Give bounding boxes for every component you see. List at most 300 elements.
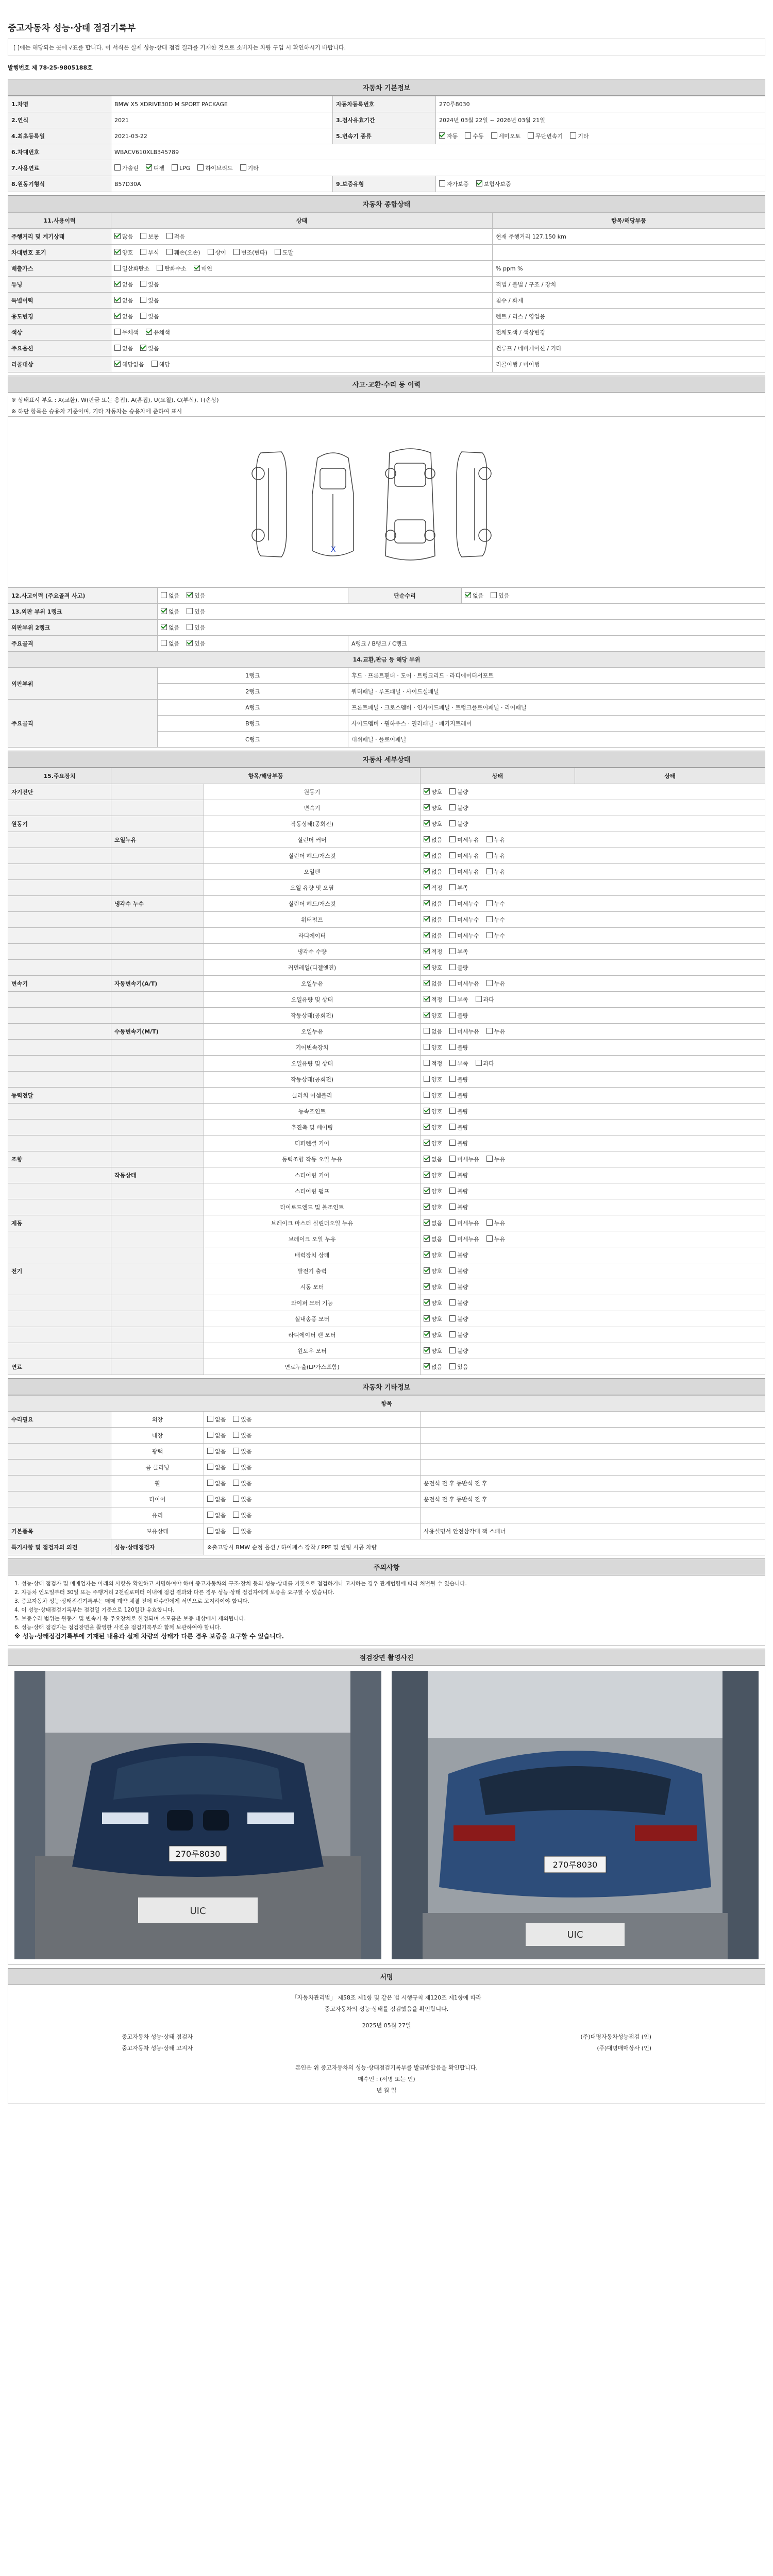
checkbox-icon (449, 1076, 456, 1082)
detail-subgroup (111, 1072, 204, 1088)
detail-table (8, 768, 765, 1375)
detail-option[interactable] (449, 1251, 468, 1259)
detail-option[interactable] (424, 1011, 442, 1020)
detail-option[interactable] (449, 820, 468, 828)
detail-option[interactable] (449, 884, 468, 892)
detail-option[interactable] (449, 979, 479, 988)
etc-option[interactable] (207, 1495, 226, 1503)
fuel-options-option[interactable] (197, 164, 232, 172)
detail-option-label: 미세누유 (457, 837, 479, 843)
checkbox-icon (439, 132, 445, 139)
frame-part-items: 사이드멤버 · 휠하우스 · 필러패널 · 패키지트레이 (348, 716, 765, 732)
accident-history-options-option[interactable] (187, 591, 205, 600)
overall-head-note: 항목/해당부품 (493, 213, 765, 229)
detail-option[interactable] (424, 1043, 442, 1052)
detail-option[interactable] (476, 995, 494, 1004)
detail-row (8, 1167, 765, 1183)
detail-row (8, 1279, 765, 1295)
checkbox-icon (233, 1480, 239, 1486)
detail-option[interactable] (449, 1107, 468, 1115)
detail-option[interactable] (424, 1187, 442, 1195)
detail-option[interactable] (449, 1219, 479, 1227)
detail-option[interactable] (424, 1235, 442, 1243)
etc-option[interactable] (233, 1511, 251, 1519)
label-engine-type: 8.원동기형식 (8, 176, 111, 192)
outer-rank2-options-option-label: 없음 (169, 624, 180, 631)
frame-part-rank: A랭크 (158, 700, 348, 716)
detail-option-label: 양호 (431, 1140, 443, 1147)
overall-option[interactable] (140, 344, 159, 352)
detail-option[interactable] (449, 1267, 468, 1275)
checkbox-icon (166, 233, 173, 239)
main-frame-options-option-label: 있음 (194, 640, 206, 647)
detail-option[interactable] (424, 1267, 442, 1275)
detail-option-label: 불량 (457, 1092, 468, 1099)
detail-subgroup (111, 1295, 204, 1311)
overall-option-label: 있음 (148, 313, 159, 320)
detail-option-label: 양호 (431, 964, 443, 971)
checkbox-icon (157, 265, 163, 271)
detail-option-label: 양호 (431, 1188, 443, 1195)
overall-option[interactable] (146, 328, 170, 336)
detail-subgroup (111, 1136, 204, 1151)
etc-option[interactable] (233, 1447, 251, 1455)
etc-group: 수리필요 (8, 1412, 111, 1428)
overall-option[interactable] (194, 264, 212, 273)
detail-option[interactable] (424, 1315, 442, 1323)
overall-option[interactable] (157, 264, 187, 273)
overall-option[interactable] (114, 312, 133, 320)
transmission-options-option[interactable] (570, 132, 589, 140)
sign-receive-line: 매수인 : (서명 또는 인) (358, 2076, 415, 2082)
checkbox-icon (476, 1060, 482, 1066)
checkbox-icon (486, 932, 493, 938)
outer-rank2-options-option-label: 있음 (194, 624, 206, 631)
detail-option-label: 불량 (457, 789, 468, 795)
detail-row (8, 1040, 765, 1056)
checkbox-icon (449, 1299, 456, 1306)
warranty-options-option[interactable] (476, 180, 511, 188)
frame-part-rank: 1랭크 (158, 668, 348, 684)
checkbox-icon (187, 592, 193, 598)
checkbox-icon (240, 164, 246, 171)
checkbox-icon (140, 233, 146, 239)
overall-option[interactable] (140, 232, 159, 241)
overall-row-options (111, 309, 493, 325)
checkbox-icon (424, 1124, 430, 1130)
label-simple-repair: 단순수리 (348, 588, 462, 604)
detail-option[interactable] (424, 1283, 442, 1291)
detail-option[interactable] (424, 947, 442, 956)
accident-history-options-option[interactable] (161, 591, 179, 600)
etc-option[interactable] (233, 1495, 251, 1503)
transmission-options-option[interactable] (439, 132, 458, 140)
detail-option[interactable] (449, 1315, 468, 1323)
checkbox-icon (424, 1140, 430, 1146)
transmission-options-option-label: 무단변속기 (535, 133, 563, 140)
etc-option[interactable] (207, 1527, 226, 1535)
etc-option[interactable] (233, 1463, 251, 1471)
checkbox-icon (233, 1464, 239, 1470)
detail-option[interactable] (449, 1331, 468, 1339)
overall-option[interactable] (140, 312, 159, 320)
sign-buyer-line: 본인은 위 중고자동차의 성능·상태점검기록부를 발급받았음을 확인합니다. (295, 2064, 478, 2071)
main-frame-options-option[interactable] (187, 639, 205, 648)
detail-options (421, 1359, 765, 1375)
detail-row (8, 912, 765, 928)
detail-option-label: 미세누유 (457, 869, 479, 875)
detail-option[interactable] (449, 963, 468, 972)
detail-option[interactable] (449, 1139, 468, 1147)
overall-option[interactable] (233, 248, 267, 257)
outer-rank1-options-option-label: 없음 (169, 608, 180, 615)
detail-option[interactable] (424, 963, 442, 972)
detail-option[interactable] (424, 820, 442, 828)
etc-option[interactable] (233, 1431, 251, 1439)
detail-option[interactable] (449, 1011, 468, 1020)
detail-option[interactable] (486, 916, 505, 924)
checkbox-icon (114, 313, 121, 319)
detail-option-label: 없음 (431, 1220, 443, 1227)
detail-option[interactable] (424, 788, 442, 796)
detail-item: 시동 모터 (204, 1279, 421, 1295)
etc-item: 타이어 (111, 1492, 204, 1507)
etc-option-label: 있음 (241, 1416, 252, 1423)
etc-option[interactable] (207, 1415, 226, 1423)
overall-option[interactable] (208, 248, 226, 257)
detail-options (421, 976, 765, 992)
detail-option[interactable] (476, 1059, 494, 1067)
overall-row-options (111, 325, 493, 341)
detail-option[interactable] (424, 836, 442, 844)
detail-option[interactable] (424, 1123, 442, 1131)
label-warranty: 9.보증유형 (333, 176, 436, 192)
detail-option-label: 없음 (431, 901, 443, 907)
notes-box (8, 1575, 765, 1646)
transmission-options-option[interactable] (465, 132, 483, 140)
detail-option[interactable] (486, 1219, 505, 1227)
detail-option[interactable] (424, 916, 442, 924)
overall-row-label: 튜닝 (8, 277, 111, 293)
etc-group: 기본품목 (8, 1523, 111, 1539)
etc-option[interactable] (233, 1527, 251, 1535)
detail-group (8, 1136, 111, 1151)
fuel-options-option[interactable] (172, 164, 190, 172)
transmission-options-option[interactable] (491, 132, 521, 140)
outer-rank1-options-option[interactable] (161, 607, 179, 616)
detail-options (421, 960, 765, 976)
fuel-options-option[interactable] (114, 164, 139, 172)
detail-subgroup (111, 1231, 204, 1247)
value-opinion: ※출고당시 BMW 순정 옵션 / 하이패스 장착 / PPF 및 썬팅 시공 차량 (204, 1539, 765, 1555)
detail-option[interactable] (449, 995, 468, 1004)
detail-option[interactable] (486, 1235, 505, 1243)
overall-row (8, 261, 765, 277)
detail-option[interactable] (424, 1171, 442, 1179)
detail-option-label: 부족 (457, 948, 468, 955)
damage-mark-x: X (331, 546, 336, 554)
detail-option[interactable] (449, 1075, 468, 1083)
etc-extra: 운전석 전 후 동반석 전 후 (421, 1476, 765, 1492)
overall-option[interactable] (114, 232, 133, 241)
detail-option[interactable] (424, 804, 442, 812)
outer-rank1-options-option[interactable] (187, 607, 205, 616)
overall-row-label: 주행거리 및 계기상태 (8, 229, 111, 245)
detail-option[interactable] (449, 1155, 479, 1163)
checkbox-icon (424, 1219, 430, 1226)
overall-row-options (111, 277, 493, 293)
overall-option[interactable] (114, 280, 133, 289)
overall-option[interactable] (140, 280, 159, 289)
label-vin: 6.차대번호 (8, 144, 111, 160)
detail-option[interactable] (449, 1235, 479, 1243)
warranty-options-option[interactable] (439, 180, 469, 188)
etc-option[interactable] (233, 1479, 251, 1487)
checkbox-icon (424, 1076, 430, 1082)
main-frame-options-option[interactable] (161, 639, 179, 648)
photo-rear[interactable] (392, 1671, 759, 1959)
detail-option[interactable] (424, 1203, 442, 1211)
simple-repair-options (462, 588, 765, 604)
detail-option-label: 과다 (483, 1060, 494, 1067)
etc-option[interactable] (207, 1431, 226, 1439)
detail-option[interactable] (449, 900, 479, 908)
overall-option[interactable] (140, 296, 159, 304)
outer-rank2-options (158, 620, 765, 636)
transmission-options-option[interactable] (528, 132, 563, 140)
overall-option[interactable] (114, 344, 133, 352)
detail-option[interactable] (449, 1283, 468, 1291)
detail-option[interactable] (424, 1107, 442, 1115)
detail-option[interactable] (449, 916, 479, 924)
overall-option[interactable] (166, 232, 185, 241)
detail-option[interactable] (449, 1363, 468, 1371)
simple-repair-options-option[interactable] (491, 591, 509, 600)
detail-option[interactable] (449, 868, 479, 876)
detail-option[interactable] (449, 1299, 468, 1307)
checkbox-icon (197, 164, 204, 171)
etc-option[interactable] (207, 1511, 226, 1519)
detail-option-label: 양호 (431, 805, 443, 811)
overall-option[interactable] (140, 248, 159, 257)
etc-extra: 사용설명서 안전삼각대 잭 스패너 (421, 1523, 765, 1539)
detail-option[interactable] (449, 947, 468, 956)
checkbox-icon (449, 1028, 456, 1034)
detail-option-label: 양호 (431, 1316, 443, 1323)
detail-option[interactable] (424, 868, 442, 876)
detail-row (8, 1215, 765, 1231)
checkbox-icon (140, 313, 146, 319)
simple-repair-options-option[interactable] (465, 591, 483, 600)
detail-rows (8, 784, 765, 1375)
etc-options (204, 1507, 421, 1523)
etc-group (8, 1428, 111, 1444)
overall-row-note: 전체도색 / 색상변경 (493, 325, 765, 341)
checkbox-icon (140, 281, 146, 287)
detail-option[interactable] (424, 979, 442, 988)
checkbox-icon (449, 948, 456, 954)
checkbox-icon (166, 249, 173, 255)
detail-row (8, 960, 765, 976)
overall-option-label: 탄화수소 (164, 265, 187, 272)
detail-option[interactable] (424, 1075, 442, 1083)
detail-item: 작동상태(공회전) (204, 1072, 421, 1088)
etc-option-label: 없음 (215, 1528, 226, 1535)
etc-option-label: 없음 (215, 1432, 226, 1439)
overall-head-item: 11.사용이력 (8, 213, 111, 229)
detail-option[interactable] (449, 1123, 468, 1131)
fuel-options-option[interactable] (146, 164, 164, 172)
detail-option[interactable] (486, 1155, 505, 1163)
outer-rank2-options-option[interactable] (161, 623, 179, 632)
detail-option-label: 불량 (457, 1076, 468, 1083)
overall-option[interactable] (114, 264, 149, 273)
detail-options (421, 1151, 765, 1167)
detail-option[interactable] (449, 1059, 468, 1067)
detail-option[interactable] (424, 1331, 442, 1339)
checkbox-icon (207, 1496, 213, 1502)
overall-option-label: 부식 (148, 249, 159, 256)
detail-options (421, 784, 765, 800)
detail-head-note: 상태 (575, 768, 765, 784)
checkbox-icon (449, 1204, 456, 1210)
etc-option[interactable] (207, 1447, 226, 1455)
detail-row (8, 864, 765, 880)
detail-option[interactable] (449, 1027, 479, 1036)
detail-item: 워터펌프 (204, 912, 421, 928)
basic-info-table (8, 96, 765, 192)
checkbox-icon (449, 1347, 456, 1353)
sign-date-line: 년 월 일 (376, 2087, 397, 2094)
checkbox-icon (114, 345, 121, 351)
detail-option[interactable] (449, 1203, 468, 1211)
detail-option[interactable] (486, 979, 505, 988)
overall-option[interactable] (166, 248, 200, 257)
detail-option[interactable] (449, 1187, 468, 1195)
detail-option[interactable] (449, 931, 479, 940)
note-item: 6. 성능·상태 점검자는 점검장면을 촬영한 사진을 점검기록부와 함께 보관하여야 합니다. (14, 1624, 222, 1631)
outer-rank2-options-option[interactable] (187, 623, 205, 632)
overall-row-options (111, 245, 493, 261)
overall-option[interactable] (275, 248, 293, 257)
detail-option[interactable] (449, 1171, 468, 1179)
detail-option[interactable] (424, 852, 442, 860)
photo-front[interactable] (14, 1671, 381, 1959)
detail-option[interactable] (486, 852, 505, 860)
etc-option-label: 없음 (215, 1496, 226, 1503)
detail-options (421, 1024, 765, 1040)
section-basic-header: 자동차 기본정보 (8, 79, 765, 96)
detail-subgroup (111, 816, 204, 832)
detail-option[interactable] (486, 1027, 505, 1036)
detail-option-label: 누유 (494, 869, 506, 875)
overall-option[interactable] (114, 360, 144, 368)
detail-option[interactable] (424, 1155, 442, 1163)
checkbox-icon (424, 820, 430, 826)
overall-row-note (493, 245, 765, 261)
overall-option[interactable] (114, 296, 133, 304)
detail-option-label: 적정 (431, 948, 443, 955)
detail-option[interactable] (424, 1299, 442, 1307)
checkbox-icon (424, 852, 430, 858)
detail-option[interactable] (424, 995, 442, 1004)
detail-option[interactable] (424, 1059, 442, 1067)
detail-option[interactable] (424, 1091, 442, 1099)
checkbox-icon (424, 1188, 430, 1194)
detail-option[interactable] (424, 1363, 442, 1371)
detail-option-label: 불량 (457, 1284, 468, 1291)
detail-option-label: 양호 (431, 1252, 443, 1259)
detail-item: 오일유량 및 상태 (204, 1056, 421, 1072)
detail-options (421, 1104, 765, 1120)
detail-option[interactable] (424, 1219, 442, 1227)
detail-option[interactable] (486, 900, 505, 908)
detail-option[interactable] (424, 1027, 442, 1036)
detail-option[interactable] (424, 1139, 442, 1147)
overall-option[interactable] (114, 248, 133, 257)
detail-option[interactable] (486, 868, 505, 876)
detail-options (421, 928, 765, 944)
fuel-options (111, 160, 765, 176)
fuel-options-option[interactable] (240, 164, 259, 172)
detail-group (8, 1167, 111, 1183)
detail-subgroup: 자동변속기(A/T) (111, 976, 204, 992)
detail-option[interactable] (449, 1347, 468, 1355)
detail-option[interactable] (449, 836, 479, 844)
etc-option[interactable] (233, 1415, 251, 1423)
detail-subgroup (111, 1088, 204, 1104)
overall-row-options (111, 357, 493, 372)
detail-option[interactable] (424, 900, 442, 908)
detail-option-label: 불량 (457, 1108, 468, 1115)
detail-option[interactable] (449, 788, 468, 796)
detail-option[interactable] (486, 836, 505, 844)
checkbox-icon (194, 265, 200, 271)
detail-option[interactable] (424, 1347, 442, 1355)
detail-option[interactable] (449, 852, 479, 860)
detail-group (8, 1231, 111, 1247)
overall-row-options (111, 261, 493, 277)
etc-options (204, 1444, 421, 1460)
detail-row (8, 1183, 765, 1199)
detail-option[interactable] (449, 1043, 468, 1052)
photo-rear-image (392, 1671, 759, 1959)
detail-option[interactable] (486, 931, 505, 940)
detail-option[interactable] (449, 1091, 468, 1099)
detail-option[interactable] (424, 884, 442, 892)
etc-option[interactable] (207, 1463, 226, 1471)
overall-option-label: 해당없음 (122, 361, 144, 368)
overall-option[interactable] (114, 328, 139, 336)
overall-rows (8, 229, 765, 372)
checkbox-icon (207, 1448, 213, 1454)
etc-option[interactable] (207, 1479, 226, 1487)
overall-option-label: 상이 (215, 249, 226, 256)
checkbox-icon (491, 132, 497, 139)
detail-option[interactable] (449, 804, 468, 812)
label-transmission: 5.변속기 종류 (333, 128, 436, 144)
etc-extra (421, 1460, 765, 1476)
overall-row (8, 341, 765, 357)
overall-option-label: 적음 (174, 233, 185, 240)
detail-option[interactable] (424, 931, 442, 940)
detail-options (421, 1088, 765, 1104)
detail-option[interactable] (424, 1251, 442, 1259)
detail-item: 라디에이터 (204, 928, 421, 944)
overall-option[interactable] (152, 360, 170, 368)
checkbox-icon (528, 132, 534, 139)
checkbox-icon (233, 1496, 239, 1502)
